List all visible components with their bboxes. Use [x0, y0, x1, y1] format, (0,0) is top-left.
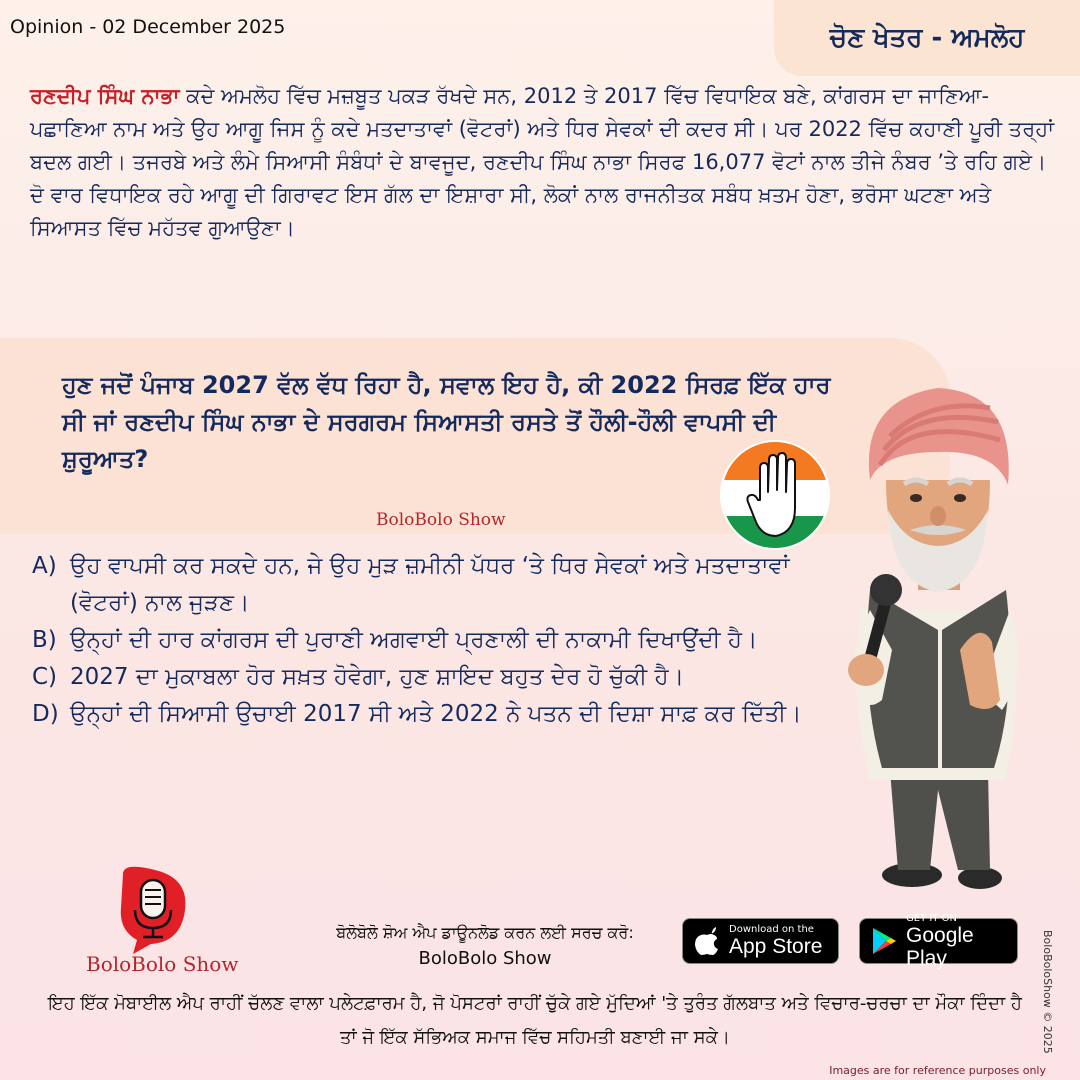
option-b-text: ਉਨ੍ਹਾਂ ਦੀ ਹਾਰ ਕਾਂਗਰਸ ਦੀ ਪੁਰਾਣੀ ਅਗਵਾਈ ਪ੍ਰਣਾਲੀ ਦੀ ਨਾਕਾਮੀ ਦਿਖਾਉਂਦੀ ਹੈ।	[70, 627, 758, 653]
google-play-icon	[870, 926, 898, 956]
option-c[interactable]	[32, 659, 852, 696]
intro-text: ਕਦੇ ਅਮਲੋਹ ਵਿੱਚ ਮਜ਼ਬੂਤ ਪਕੜ ਰੱਖਦੇ ਸਨ, 2012 ਤੇ 2017 ਵਿੱਚ ਵਿਧਾਇਕ ਬਣੇ, ਕਾਂਗਰਸ ਦਾ ਜਾਣਿਆ-ਪਛਾਣਿਆ ਨਾਮ ਅਤੇ ਉਹ ਆਗੂ ਜਿਸ ਨੂੰ ਕਦੇ ਮਤਦਾਤਾਵਾਂ (ਵੋਟਰਾਂ) ਅਤੇ ਧਿਰ ਸੇਵਕਾਂ ਦੀ ਕਦਰ ਸੀ। ਪਰ 2022 ਵਿੱਚ ਕਹਾਣੀ ਪੂਰੀ ਤਰ੍ਹਾਂ ਬਦਲ ਗਈ। ਤਜਰਬੇ ਅਤੇ ਲੰਮੇ ਸਿਆਸੀ ਸੰਬੰਧਾਂ ਦੇ ਬਾਵਜੂਦ, ਰਣਦੀਪ ਸਿੰਘ ਨਾਭਾ ਸਿਰਫ 16,077 ਵੋਟਾਂ ਨਾਲ ਤੀਜੇ ਨੰਬਰ ’ਤੇ ਰਹਿ ਗਏ। ਦੋ ਵਾਰ ਵਿਧਾਇਕ ਰਹੇ ਆਗੂ ਦੀ ਗਿਰਾਵਟ ਇਸ ਗੱਲ ਦਾ ਇਸ਼ਾਰਾ ਸੀ, ਲੋਕਾਂ ਨਾਲ ਰਾਜਨੀਤਕ ਸਬੰਧ ਖ਼ਤਮ ਹੋਣਾ, ਭਰੋਸਾ ਘਟਣਾ ਅਤੇ ਸਿਆਸਤ ਵਿੱਚ ਮਹੱਤਵ ਗੁਆਉਣਾ।	[30, 84, 1055, 240]
question-text: ਹੁਣ ਜਦੋਂ ਪੰਜਾਬ 2027 ਵੱਲ ਵੱਧ ਰਿਹਾ ਹੈ, ਸਵਾਲ ਇਹ ਹੈ, ਕੀ 2022 ਸਿਰਫ਼ ਇੱਕ ਹਾਰ ਸੀ ਜਾਂ ਰਣਦੀਪ ਸਿੰਘ ਨਾਭਾ ਦੇ ਸਰਗਰਮ ਸਿਆਸਤੀ ਰਸਤੇ ਤੋਂ ਹੌਲੀ-ਹੌਲੀ ਵਾਪਸੀ ਦੀ ਸ਼ੁਰੂਆਤ?	[62, 371, 831, 473]
speaker-illustration	[830, 370, 1050, 895]
app-store-button[interactable]	[682, 918, 839, 964]
platform-disclaimer: ਇਹ ਇੱਕ ਮੋਬਾਈਲ ਐਪ ਰਾਹੀਂ ਚੱਲਣ ਵਾਲਾ ਪਲੇਟਫ਼ਾਰਮ ਹੈ, ਜੋ ਪੋਸਟਰਾਂ ਰਾਹੀਂ ਚੁੱਕੇ ਗਏ ਮੁੱਦਿਆਂ 'ਤੇ ਤੁਰੰਤ ਗੱਲਬਾਤ ਅਤੇ ਵਿਚਾਰ-ਚਰਚਾ ਦਾ ਮੌਕਾ ਦਿੰਦਾ ਹੈ ਤਾਂ ਜੋ ਇੱਕ ਸੱਭਿਅਕ ਸਮਾਜ ਵਿੱਚ ਸਹਿਮਤੀ ਬਣਾਈ ਜਾ ਸਕੇ।	[48, 993, 1022, 1048]
reference-note: Images are for reference purposes only	[829, 1064, 1046, 1077]
play-store-big: Google Play	[906, 923, 974, 970]
option-a[interactable]	[32, 548, 852, 622]
option-a-letter: A)	[32, 553, 57, 579]
option-c-text: 2027 ਦਾ ਮੁਕਾਬਲਾ ਹੋਰ ਸਖ਼ਤ ਹੋਵੇਗਾ, ਹੁਣ ਸ਼ਾਇਦ ਬਹੁਤ ਦੇਰ ਹੋ ਚੁੱਕੀ ਹੈ।	[70, 664, 685, 690]
option-c-letter: C)	[32, 664, 58, 690]
constituency-tag-text: ਚੋਣ ਖੇਤਰ - ਅਮਲੋਹ	[829, 22, 1025, 53]
intro-name: ਰਣਦੀਪ ਸਿੰਘ ਨਾਭਾ	[30, 84, 180, 108]
date-label: Opinion - 02 December 2025	[10, 16, 286, 38]
party-logo-icon	[720, 440, 830, 550]
app-search-info	[300, 920, 670, 972]
google-play-button[interactable]	[859, 912, 1018, 970]
option-d-letter: D)	[32, 701, 59, 727]
copyright-vertical: BoloBoloShow © 2025	[1041, 930, 1054, 1054]
option-d-text: ਉਨ੍ਹਾਂ ਦੀ ਸਿਆਸੀ ਉਚਾਈ 2017 ਸੀ ਅਤੇ 2022 ਨੇ ਪਤਨ ਦੀ ਦਿਸ਼ਾ ਸਾਫ਼ ਕਰ ਦਿੱਤੀ।	[70, 701, 802, 727]
app-name: BoloBolo Show	[418, 948, 552, 969]
option-b[interactable]	[32, 622, 852, 659]
option-a-text: ਉਹ ਵਾਪਸੀ ਕਰ ਸਕਦੇ ਹਨ, ਜੇ ਉਹ ਮੁੜ ਜ਼ਮੀਨੀ ਪੱਧਰ ‘ਤੇ ਧਿਰ ਸੇਵਕਾਂ ਅਤੇ ਮਤਦਾਤਾਵਾਂ (ਵੋਟਰਾਂ) ਨਾਲ ਜੁੜਣ।	[70, 553, 790, 616]
app-store-small: Download on the	[729, 924, 814, 935]
app-store-big: App Store	[729, 935, 823, 958]
search-prompt: ਬੋਲੋਬੋਲੋ ਸ਼ੋਅ ਐਪ ਡਾਊਨਲੋਡ ਕਰਨ ਲਈ ਸਰਚ ਕਰੋ:	[336, 923, 634, 942]
apple-icon	[693, 926, 721, 956]
option-b-letter: B)	[32, 627, 57, 653]
constituency-tag	[774, 0, 1080, 76]
intro-paragraph	[30, 80, 1055, 245]
watermark-text: BoloBolo Show	[376, 510, 506, 530]
bolobolo-logo-text: BoloBolo Show	[86, 952, 239, 976]
answer-options	[32, 548, 852, 733]
play-store-small: GET IT ON	[906, 912, 957, 924]
option-d[interactable]	[32, 696, 852, 733]
